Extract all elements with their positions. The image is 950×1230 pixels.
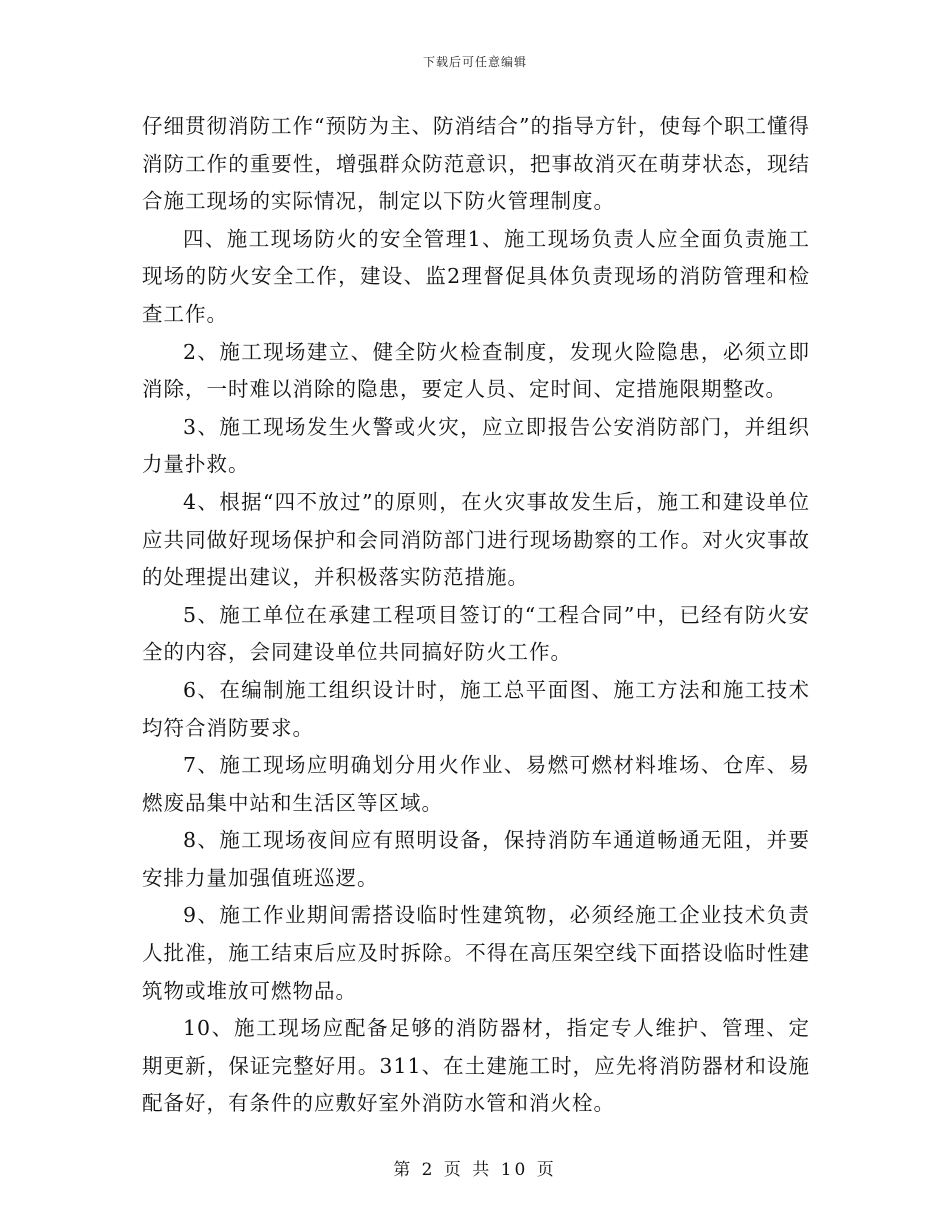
document-body [142,108,810,1123]
current-page-number: 2 [421,1160,436,1180]
header-note: 下载后可任意编辑 [422,55,527,69]
paragraph: 2、施工现场建立、健全防火检查制度，发现火险隐患，必须立即消除，一时难以消除的隐患，要定人员、定时间、定措施限期整改。 [142,339,810,402]
footer-prefix: 第 [393,1160,414,1180]
paragraph: 9、施工作业期间需搭设临时性建筑物，必须经施工企业技术负责人批准，施工结束后应及时拆除。不得在高压架空线下面搭设临时性建筑物或堆放可燃物品。 [142,903,810,1003]
footer-middle: 页 共 [443,1160,493,1180]
total-page-count: 10 [500,1160,529,1180]
footer-suffix: 页 [536,1160,557,1180]
paragraph: 四、施工现场防火的安全管理1、施工现场负责人应全面负责施工现场的防火安全工作，建设、监2理督促具体负责现场的消防管理和检查工作。 [142,226,810,326]
paragraph: 7、施工现场应明确划分用火作业、易燃可燃材料堆场、仓库、易燃废品集中站和生活区等区域。 [142,753,810,815]
paragraph: 5、施工单位在承建工程项目签订的“工程合同”中，已经有防火安全的内容，会同建设单位共同搞好防火工作。 [142,602,810,665]
paragraph: 10、施工现场应配备足够的消防器材，指定专人维护、管理、定期更新，保证完整好用。311、在土建施工时，应先将消防器材和设施配备好，有条件的应敷好室外消防水管和消火栓。 [142,1016,810,1116]
paragraph: 8、施工现场夜间应有照明设备，保持消防车通道畅通无阻，并要安排力量加强值班巡逻。 [142,828,810,890]
page-footer [0,1155,950,1180]
paragraph: 3、施工现场发生火警或火灾，应立即报告公安消防部门，并组织力量扑救。 [142,414,810,477]
paragraph: 4、根据“四不放过”的原则，在火灾事故发生后，施工和建设单位应共同做好现场保护和会同消防部门进行现场勘察的工作。对火灾事故的处理提出建议，并积极落实防范措施。 [142,489,810,590]
paragraph: 仔细贯彻消防工作“预防为主、防消结合”的指导方针，使每个职工懂得消防工作的重要性，增强群众防范意识，把事故消灭在萌芽状态，现结合施工现场的实际情况，制定以下防火管理制度。 [142,114,810,214]
paragraph: 6、在编制施工组织设计时，施工总平面图、施工方法和施工技术均符合消防要求。 [142,677,810,740]
